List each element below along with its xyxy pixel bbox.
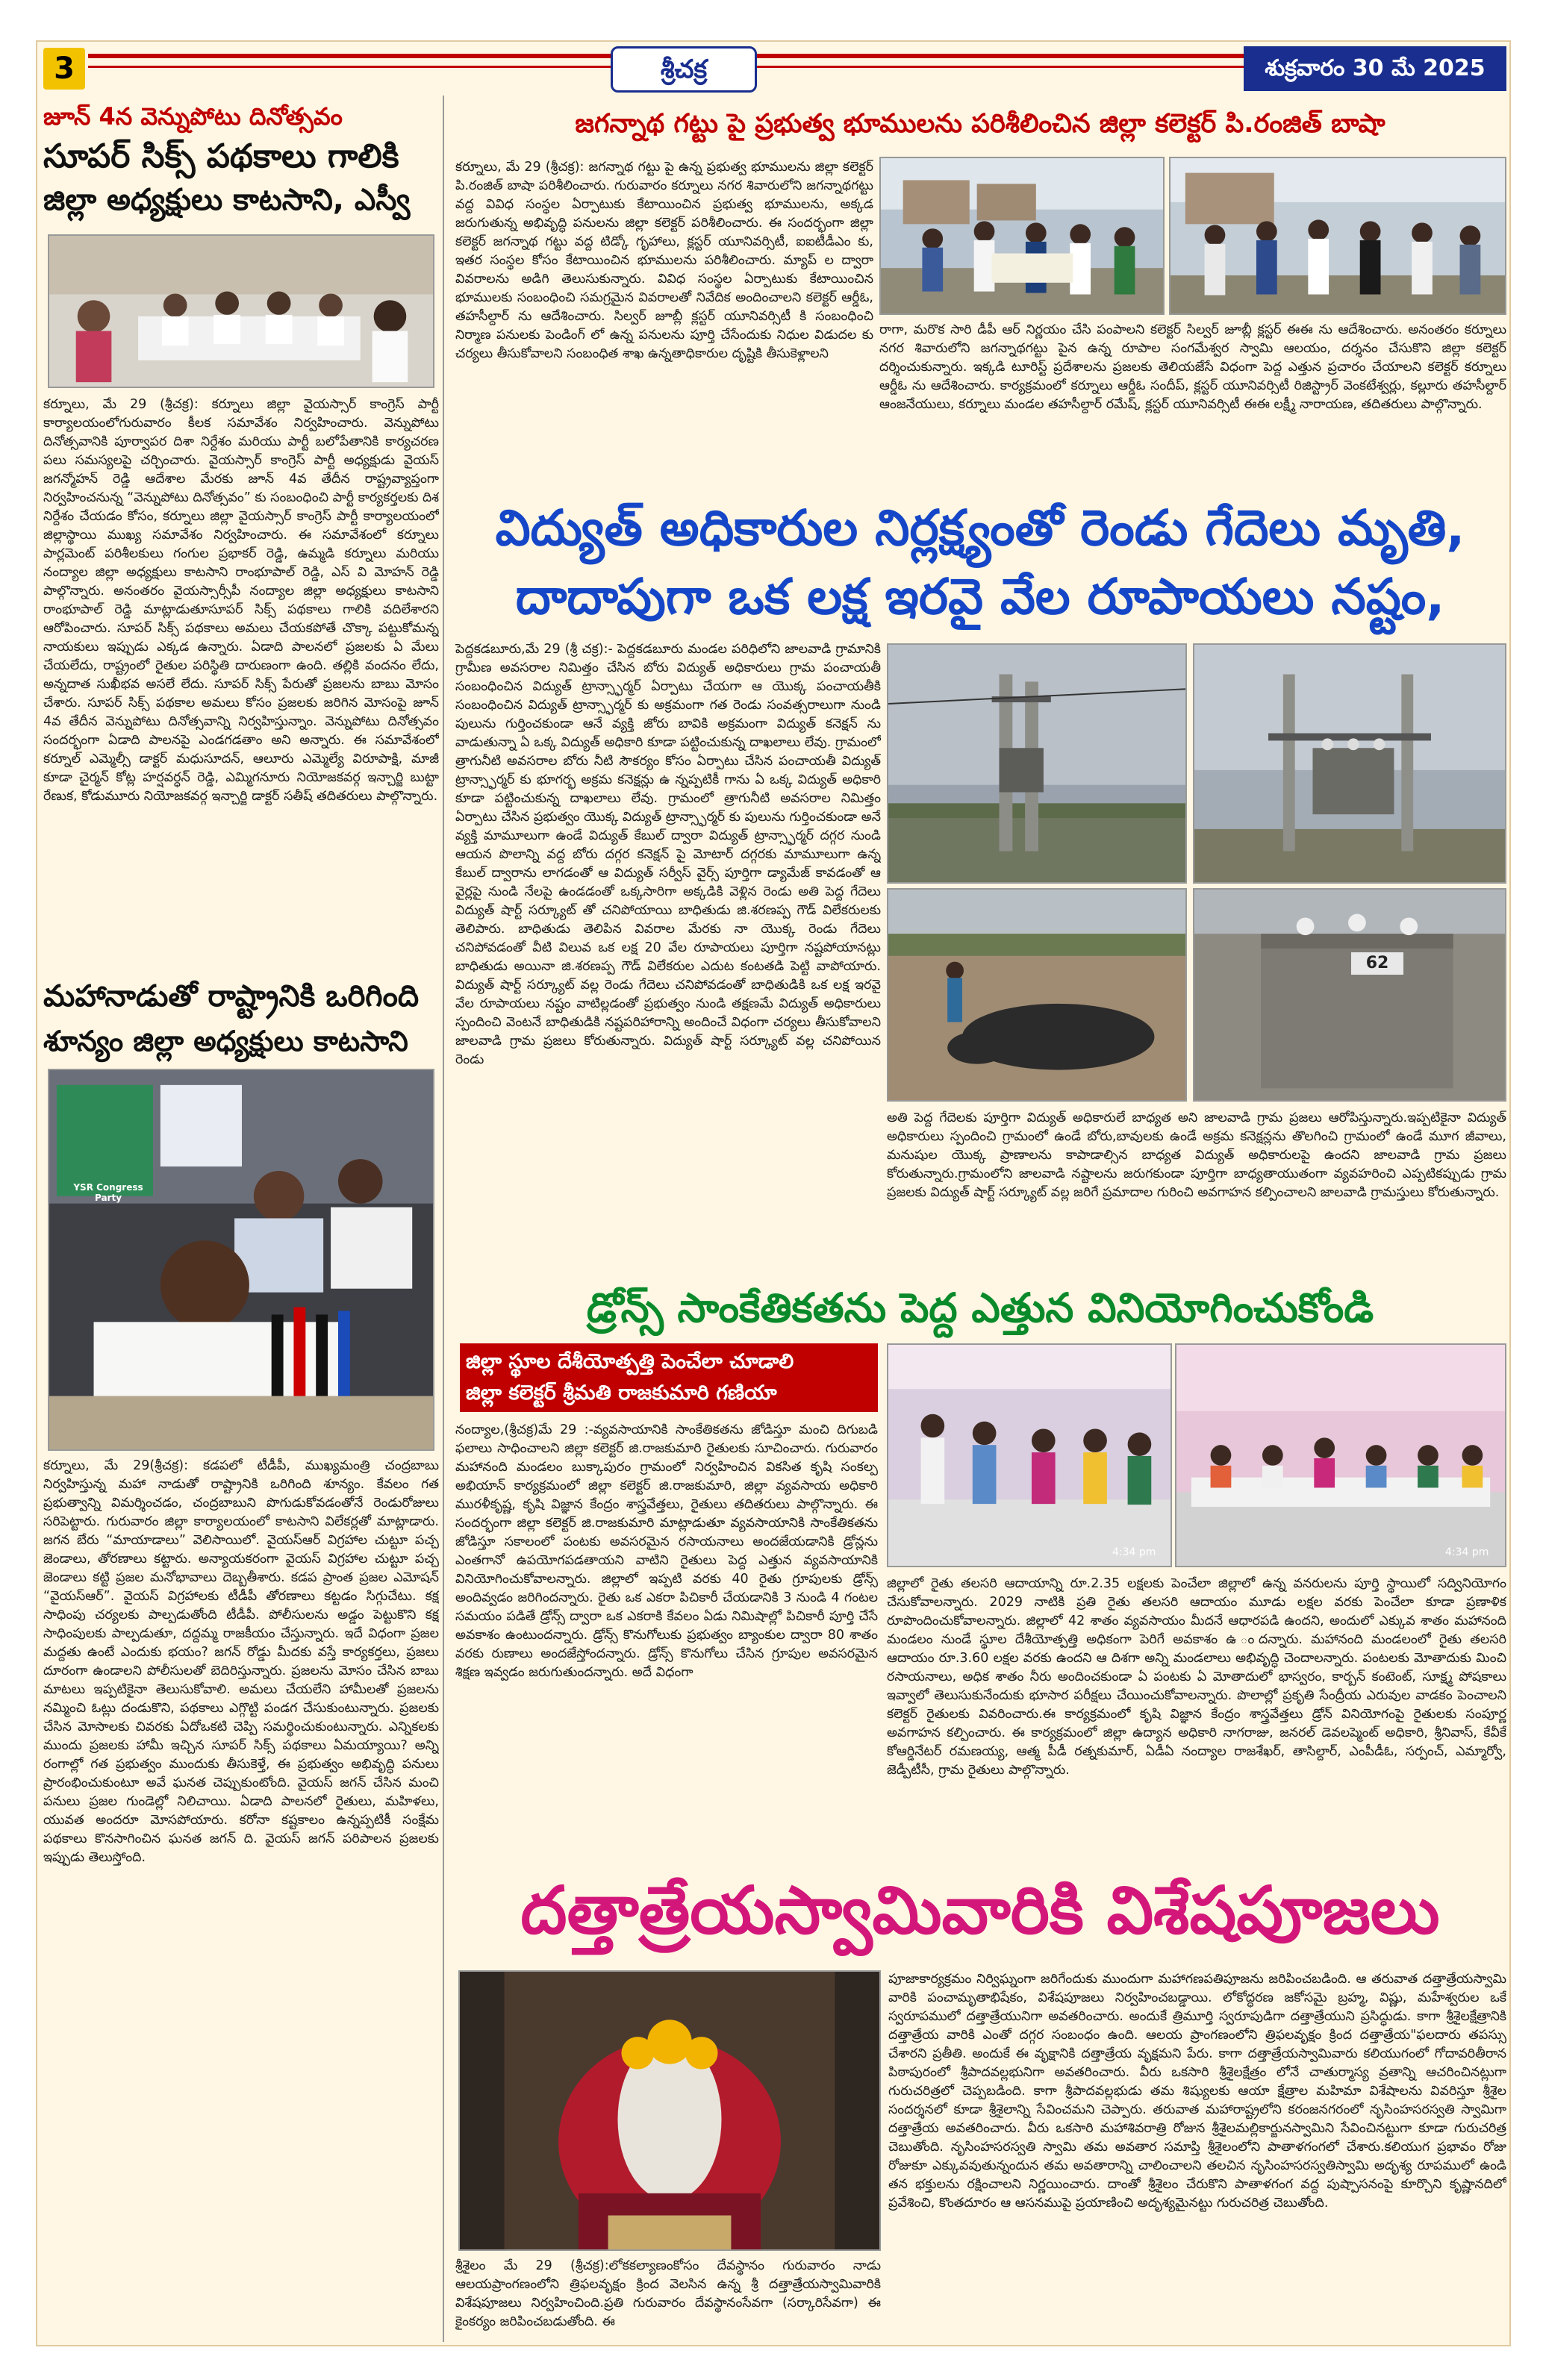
party-banner-label: YSR Congress Party (73, 1182, 143, 1203)
story3-body-left: కర్నూలు, మే 29 (శ్రీచక్ర): జగన్నాథ గట్టు పై ఉన్న ప్రభుత్వ భూములను జిల్లా కలెక్టర్ పి.రంజిత్ బాషా పరిశీలించారు. గురువారం కర్నూలు నగర శివారులోని జగన్నాథగట్టు వద్ద వివిధ సంస్థల ఏర్పాటుకు కేటాయించిన ప్రభుత్వ భూములను, అక్కడ జరుగుతున్న అభివృద్ధి పనులను జిల్లా కలెక్టర్ పరిశీలించారు. ఈ సందర్భంగా జిల్లా కలెక్టర్ జగన్నాథ గట్టు వద్ద టిడ్కో గృహాలు, క్లస్టర్ యూనివర్సిటీ, ఐఐటీడీఎం కు, ఇతర సంస్థల కోసం కేటాయించిన భూములను పరిశీలించారు. మ్యాప్ ల ద్వారా వివరాలను అడిగి తెలుసుకున్నారు. వివిధ సంస్థల ఏర్పాటుకు కేటాయించిన భూములకు సంబంధించి సమగ్రమైన వివరాలతో నివేదిక అందించాలని కలెక్టర్ ఆర్డీఓ, తహసీల్దార్ ను ఆదేశించారు. సిల్వర్ జూబ్లీ క్లస్టర్ యూనివర్సిటీ కి సంబంధించి నిర్మాణ పనులకు పెండింగ్ లో ఉన్న పనులను పూర్తి చేసేందుకు నిధుల విడుదల కు చర్యలు తీసుకోవాలని సంబంధిత శాఖ ఉన్నతాధికారుల దృష్టికి తీసుకెళ్లాలని (455, 160, 873, 361)
story4-photo-transformer-closeup (1193, 888, 1506, 1102)
story4-body-left: పెద్దకడబూరు,మే 29 (శ్రీ చక్ర):- పెద్దకడబూరు మండల పరిధిలోని జాలవాడి గ్రామానికి గ్రామీణ అవసరాల నిమిత్తం చేసిన బోరు విద్యుత్ అధికారులు గ్రామ పంచాయతీ సంబంధించిన విద్యుత్ ట్రాన్స్ఫార్మర్ ఏర్పాటు చేయగా ఆ యొక్క పంచాయతీకి సంబంధించిన విద్యుత్ ట్రాన్స్ఫార్మర్ కు అక్రమంగా గత రెండు సంవత్సరాలుగా నుండి పులును గుర్తించకుండా ఆనే వ్యక్తి జోరు బావికి అక్రమంగా విద్యుత్ కనెక్షన్ ను వాడుతున్నా ఏ ఒక్క విద్యుత్ అధికారి కూడా పట్టించుకున్న దాఖలాలు లేవు. గ్రామంలో త్రాగునీటి అవసరాల బోరు నీటి సౌకర్యం కోసం ఏర్పాటు చేసిన పంచాయతీ విద్యుత్ ట్రాన్స్ఫార్మర్ కు భూగర్భ అక్రమ కనెక్షన్లు ఉ న్నప్పటికీ గాను ఏ ఒక్క విద్యుత్ అధికారి కూడా పట్టించుకున్న దాఖలాలు లేవు. గ్రామంలో త్రాగునీటి అవసరాల నిమిత్తం ఏర్పాటు చేసిన ప్రభుత్వం యొక్క విద్యుత్ ట్రాన్స్ఫార్మర్ కు పులును గుర్తించకుండా అనే వ్యక్తి మామూలుగా ఉండే విద్యుత్ కేబుల్ ద్వారా విద్యుత్ ట్రాన్స్ఫార్మర్ దగ్గర నుండి ఆయన పొలాన్ని వద్ద బోరు దగ్గర కనెక్షన్ పై మోటార్ దగ్గరకు మామూలుగా ఉన్న కేబుల్ ద్వారాను లాగడంతో ఆ విద్యుత్ సర్వీస్ వైర్స్ పూర్తిగా డ్యామేజ్ కావడంతో ఆ వైర్లపై నుండి నేలపై ఉండడంతో ఒక్కసారిగా అక్కడికి వెళ్లిన రెండు అతి పెద్ద గేదెలు విద్యుత్ షార్ట్ సర్క్యూట్ తో చనిపోయాయి బాధితుడు జి.శరణప్ప గౌడ్ విలేకరులకు తెలిపారు. బాధితుడు తెలిపిన వివరాల మేరకు నా యొక్క రెండు గేదెలు చనిపోవడంతో వీటి విలువ ఒక లక్ష 20 వేల రూపాయలు పూర్తిగా నష్టపోయానట్లు బాధితుడు అయినా జి.శరణప్ప గౌడ్ విలేకరుల ఎదుట కంటతడి పెట్టి వాపోయారు. విద్యుత్ షార్ట్ సర్క్యూట్ వల్ల రెండు గేదెలు చనిపోవడంతో బాధితుడికి ఒక లక్ష ఇరవై వేల రూపాయలు నష్టం వాటిల్లడంతో ప్రభుత్వం నుండి తక్షణమే విద్యుత్ అధికారులు స్పందించి వెంటనే బాధితుడికి నష్టపరిహారాన్ని అందించే విధంగా చర్యలు తీసుకోవాలని జాలవాడి గ్రామ ప్రజలు కోరుతున్నారు. విద్యుత్ షార్ట్ సర్క్యూట్ వల్ల చనిపోయిన రెండు (455, 642, 881, 1067)
story2-headline: మహానాడుతో రాష్ట్రానికి ఒరిగింది (43, 979, 420, 1013)
story5-photo-award (887, 1343, 1172, 1567)
newspaper-logo: శ్రీచక్ర (611, 46, 757, 93)
story3-photo-site-visit-1 (879, 157, 1165, 315)
story6-caption: శ్రీశైలం మే 29 (శ్రీచక్ర):లోకకల్యాణంకోసం దేవస్థానం గురువారం నాడు ఆలయప్రాంగణంలోని త్రిఫలవృక్షం క్రింద వెలసిన ఉన్న శ్రీ దత్తాత్రేయస్వామివారికి విశేషపూజలు నిర్వహించింది.ప్రతి గురువారం దేవస్థానంసేవగా (సర్కారిసేవగా) ఈ కైంకర్యం జరిపించబడుతోంది. ఈ (455, 2258, 881, 2329)
story3-photo-site-visit-2 (1169, 157, 1506, 315)
page-number: 3 (43, 48, 85, 90)
story6-deity-photo (458, 1970, 881, 2251)
story6-headline: దత్తాత్రేయస్వామివారికి విశేషపూజలు (520, 1872, 1440, 1949)
story1-kicker: జూన్ 4న వెన్నుపోటు దినోత్సవం (43, 102, 343, 131)
issue-date: శుక్రవారం 30 మే 2025 (1244, 46, 1506, 91)
story4-photo-dead-buffalo (887, 888, 1187, 1102)
story3-headline: జగన్నాథ గట్టు పై ప్రభుత్వ భూములను పరిశీలించిన జిల్లా కలెక్టర్ పి.రంజిత్ బాషా (575, 109, 1385, 139)
story2-press-meet-photo (48, 1069, 434, 1451)
story1-meeting-photo (48, 234, 434, 388)
photo-timestamp-1: 4:34 pm (1112, 1546, 1156, 1558)
story5-banner-line2: జిల్లా కలెక్టర్ శ్రీమతి రాజకుమారి గణియా (466, 1381, 777, 1405)
story4-subheadline: దాదాపుగా ఒక లక్ష ఇరవై వేల రూపాయలు నష్టం, (515, 568, 1445, 625)
story4-body-right: అతి పెద్ద గేదెలకు పూర్తిగా విద్యుత్ అధికారులే బాధ్యత అని జాలవాడి గ్రామ ప్రజలు ఆరోపిస్తున్నారు.ఇప్పటికైనా విద్యుత్ అధికారులు స్పందించి గ్రామంలో ఉండే బోరు,బావులకు ఉండే అక్రమ కనెక్షన్లను తొలగించి గ్రామంలో ఉండే మూగ జీవాలు, మనుషుల యొక్క ప్రాణాలను కాపాడాల్సిన బాధ్యత విద్యుత్ అధికారులపై ఉందని జాలవాడి గ్రామ ప్రజలు కోరుతున్నారు.గ్రామంలోని జాలవాడి నష్టాలను జరుగకుండా పూర్తిగా బాధ్యతాయుతంగా వ్యవహరించి ఎప్పటికప్పుడు గ్రామ ప్రజలకు విద్యుత్ షార్ట్ సర్క్యూట్ వల్ల జరిగే ప్రమాదాల గురించి అవగాహన కల్పించాలని జాలవాడి గ్రామస్తులు కోరుతున్నారు. (887, 1111, 1506, 1200)
story1-headline: సూపర్ సిక్స్ పథకాలు గాలికి (43, 137, 399, 175)
story4-photo-pole (887, 643, 1187, 884)
story4-headline: విద్యుత్ అధికారుల నిర్లక్ష్యంతో రెండు గేదెలు మృతి, (495, 499, 1465, 557)
story2-body: కర్నూలు, మే 29(శ్రీచక్ర): కడపలో టీడీపీ, ముఖ్యమంత్రి చంద్రబాబు నిర్వహిస్తున్న మహా నాడుతో రాష్ట్రానికి ఒరిగింది శూన్యం. కేవలం గత ప్రభుత్వాన్ని విమర్శించడం, చంద్రబాబుని పొగుడుకోవడంతోనే రెండురోజులు సరిపెట్టారు. గురువారం జిల్లా కార్యాలయంలో కాటసాని విలేకర్లతో మాట్లాడారు. జగన బేరు “మాయాడాలు” వెలిసాయిలో. వైయస్ఆర్ విగ్రహాల చుట్టూ పచ్చ జెండాలు, తోరణాలు కట్టారు. అన్యాయకరంగా వైయస్ విగ్రహాల చుట్టూ పచ్చ జెండాలు కట్టి ప్రజల మనోభావాలు దెబ్బతీశారు. కడప ప్రాంత ప్రజల ఎమోషన్ “వైయస్ఆర్”. వైయస్ విగ్రహాలకు టీడీపీ తోరణాలు కట్టడం సిగ్గుచేటు. కక్ష సాధింపు చర్యలకు పాల్పడుతోంది టీడీపీ. పోలీసులను అడ్డం పెట్టుకొని కక్ష సాధింపులకు పాల్పడుతూ, దద్దమ్మ రాజకీయం చేస్తున్నారు. ఇదే విధంగా ప్రజల మద్దతు ఉంటే ఎందుకు భయం? జగన్ రోడ్డు మీదకు వస్తే కార్యకర్తలు, ప్రజలు దూరంగా ఉండాలని పోలీసులతో బెదిరిస్తున్నారు. ప్రజలను మోసం చేసిన బాబు మాటలు ఇప్పటికైనా తెలుసుకోవాలి. అమలు చేయలేని హామీలతో ప్రజలను నమ్మించి ఓట్లు దండుకొని, పథకాలు ఎగ్గొట్టి పండగ చేసుకుంటున్నారు. ప్రజలకు చేసిన మోసాలకు చివరకు ఏదోఒకటి చెప్పి సమర్థించుకుంటున్నారు. ఎన్నికలకు ముందు ప్రజలకు హామీ ఇచ్చిన సూపర్ సిక్స్ పథకాలు ఏమయ్యాయి? అన్ని రంగాల్లో గత ప్రభుత్వం ముందుకు తీసుకెళ్తే, ఈ ప్రభుత్వం అభివృద్ధి పనులు ప్రారంభించుకుంటూ అవే ఘనత చెప్పుకుంటోంది. వైయస్ జగన్ చేసిన మంచి పనులు ప్రజల గుండెల్లో నిలిచాయి. ఏడాది పాలనలో రైతులు, మహిళలు, యువత అందరూ మోసపోయారు. కరోనా కష్టకాలం ఉన్నప్పటికీ సంక్షేమ పథకాలు కొనసాగించిన ఘనత జగన్ ది. వైయస్ జగన్ పరిపాలన ప్రజలకు ఇప్పుడు తెలుస్తోంది. (43, 1458, 439, 1865)
story1-body: కర్నూలు, మే 29 (శ్రీచక్ర): కర్నూలు జిల్లా వైయస్సార్ కాంగ్రెస్ పార్టీ కార్యాలయంలోగురువారం కీలక సమావేశం నిర్వహించారు. వెన్నుపోటు దినోత్సవానికి పూర్వాపర దిశా నిర్దేశం మరియు పార్టీ బలోపేతానికి కార్యచరణ పలు సమస్యలపై చర్చించారు. వైయస్సార్ కాంగ్రెస్ పార్టీ అధ్యక్షుడు వైయస్ జగన్మోహన్ రెడ్డి ఆదేశాల మేరకు జూన్ 4వ తేదీన రాష్ట్రవ్యాప్తంగా నిర్వహించనున్న “వెన్నుపోటు దినోత్సవం” కు సంబంధించి పార్టీ కార్యకర్తలకు దిశ నిర్దేశం చేయడం కోసం, కర్నూలు జిల్లా వైయస్సార్ కాంగ్రెస్ పార్టీ కార్యాలయంలో జిల్లాస్థాయి ముఖ్య సమావేశం నిర్వహించారు. ఈ సమావేశంలో కర్నూలు పార్లమెంట్ పరిశీలకులు గంగుల ప్రభాకర్ రెడ్డి, ఉమ్మడి కర్నూలు మరియు నంద్యాల జిల్లా అధ్యక్షులు కాటసాని రాంభూపాల్ రెడ్డి, ఎస్ వి మోహన్ రెడ్డి పాల్గొన్నారు. అనంతరం వైయస్సార్సీపీ నంద్యాల జిల్లా అధ్యక్షులు కాటసాని రాంభూపాల్ రెడ్డి మాట్లాడుతూసూపర్ సిక్స్ పథకాలు గాలికి వదిలేశారని ఆరోపించారు. సూపర్ సిక్స్ పథకాలు అమలు చేయకపోతే చొక్కా పట్టుకోమన్న నాయకులు ఇప్పుడు ఎక్కడ ఉన్నారు. ఏడాది పాలనలో ప్రజలకు ఏ మేలు చేయలేదు, రాష్ట్రంలో రైతుల పరిస్థితి దారుణంగా ఉంది. తల్లికి వందనం లేదు, అన్నదాత సుఖీభవ అసలే లేదు. సూపర్ సిక్స్ పేరుతో ప్రజలను బాబు మోసం చేశారు. సూపర్ సిక్స్ పథకాల అమలు కోసం ప్రజలకు జరిగిన మోసంపై జూన్ 4వ తేదీన వెన్నుపోటు దినోత్సవాన్ని నిర్వహిస్తున్నాం. వెన్నుపోటు దినోత్సవం సందర్భంగా ఏడాది పాలనపై ఎండగడతాం అని అన్నారు. ఈ సమావేశంలో కర్నూల్ ఎమ్మెల్సీ డాక్టర్ మధుసూదన్, ఆలూరు ఎమ్మెల్యే విరూపాక్షి, మాజీ కూడా చైర్మన్ కోట్ల హర్షవర్ధన్ రెడ్డి, ఎమ్మిగనూరు నియోజకవర్గ ఇన్చార్జి బుట్టా రేణుక, కోడుమూరు నియోజకవర్గ ఇన్చార్జి డాక్టర్ సతీష్ తదితరులు పాల్గొన్నారు. (43, 397, 439, 804)
story2-subheadline: శూన్యం జిల్లా అధ్యక్షులు కాటసాని (43, 1025, 408, 1058)
story1-subheadline: జిల్లా అధ్యక్షులు కాటసాని, ఎస్వీ (43, 183, 411, 217)
story5-banner-line1: జిల్లా స్థూల దేశీయోత్పత్తి పెంచేలా చూడాలి (466, 1350, 794, 1373)
photo-timestamp-2: 4:34 pm (1445, 1546, 1489, 1558)
story5-photo-meeting (1175, 1343, 1506, 1567)
column-divider (443, 96, 444, 2342)
story3-body-right: రాగా, మరొక సారి డీపీ ఆర్ నిర్ణయం చేసి పంపాలని కలెక్టర్ సిల్వర్ జూబ్లీ క్లస్టర్ ఈఈ ను ఆదేశించారు. అనంతరం కర్నూలు నగర శివారులోని జగన్నాథగట్టు పైన ఉన్న రూపాల సంగమేశ్వర స్వామి ఆలయం, దర్శనం చేసుకొని జిల్లా కలెక్టర్ దర్శించుకున్నారు. ఇక్కడి టూరిస్ట్ ప్రదేశాలను ప్రజలకు తెలియజేసే విధంగా పెద్ద ఎత్తున ప్రచారం చేయాలని కలెక్టర్ కర్నూలు ఆర్డీఓ ను ఆదేశించారు. కార్యక్రమంలో కర్నూలు ఆర్డీఓ సందీప్, క్లస్టర్ యూనివర్సిటీ రిజిస్ట్రార్ వెంకటేశ్వర్లు, కల్లూరు తహసీల్దార్ ఆంజనేయులు, కర్నూలు మండల తహసీల్దార్ రమేష్, క్లస్టర్ యూనివర్సిటీ ఈఈ లక్ష్మీ నారాయణ, తదితరులు పాల్గొన్నారు. (879, 322, 1506, 412)
story4-photo-transformer (1193, 643, 1506, 884)
story5-body-right: జిల్లాలో రైతు తలసరి ఆదాయాన్ని రూ.2.35 లక్షలకు పెంచేలా జిల్లాలో ఉన్న వనరులను పూర్తి స్థాయిలో సద్వినియోగం చేసుకోవాలన్నారు. 2029 నాటికి ప్రతి రైతు తలసరి ఆదాయం మూడు లక్షల వరకు పెంచేలా కూడా ప్రణాళిక రూపొందించుకోవాలన్నారు. జిల్లాలో 42 శాతం వ్యవసాయం మీదనే ఆధారపడి ఉందని, అందులో ఎక్కువ శాతం మహానంది మండలం నుండే స్థూల దేశీయోత్పత్తి అధికంగా పెరిగే అవకాశం ఉ ందన్నారు. మహానంది మండలంలో రైతు తలసరి ఆదాయం రూ.3.60 లక్షల వరకు ఉందని ఆ దిశగా అన్ని మండలాలు అభివృద్ధి చెందాలన్నారు. పంటలకు మోతాదుకు మించి రసాయనాలు, అధిక శాతం నీరు అందించకుండా ఏ పంటకు ఏ మోతాదులో భాస్వరం, కార్బన్ కంటెంట్, సూక్ష్మ పోషకాలు ఇవ్వాలో తెలుసుకునేందుకు భూసార పరీక్షలు చేయించుకోవాలన్నారు. పొలాల్లో ప్రకృతి సేంద్రీయ ఎరువుల వాడకం పెంచాలని కలెక్టర్ రైతులకు వివరించారు.ఈ కార్యక్రమంలో కృషి విజ్ఞాన కేంద్రం శాస్త్రవేత్తలు డ్రోన్ వినియోగంపై రైతులకు సంపూర్ణ అవగాహన కల్పించారు. ఈ కార్యక్రమంలో జిల్లా ఉద్యాన అధికారి నాగరాజు, జనరల్ డెవలప్మెంట్ అధికారి, శ్రీనివాస్, కేవీకే కోఆర్డినేటర్ రమణయ్య, ఆత్మ పీడీ రత్నకుమార్, ఏడీఏ నంద్యాల రాజశేఖర్, తాసిల్దార్, ఎంపీడీఓ, సర్పంచ్, ఎమ్మార్వో, జెడ్పీటీసీ, గ్రామ రైతులు పాల్గొన్నారు. (887, 1576, 1506, 1778)
story5-body-left: నంద్యాల,(శ్రీచక్ర)మే 29 :-వ్యవసాయానికి సాంకేతికతను జోడిస్తూ మంచి దిగుబడి ఫలాలు సాధించాలని జిల్లా కలెక్టర్ జి.రాజకుమారి రైతులకు సూచించారు. గురువారం మహానంది మండలం బుక్కాపురం గ్రామంలో నిర్వహించిన వికసిత కృషి సంకల్ప అభియాన్ కార్యక్రమంలో జిల్లా కలెక్టర్ జి.రాజకుమారి, జిల్లా వ్యవసాయ అధికారి మురళీకృష్ణ, కృషి విజ్ఞాన కేంద్రం శాస్త్రవేత్తలు, రైతులు తదితరులు పాల్గొన్నారు. ఈ సందర్భంగా జిల్లా కలెక్టర్ జి.రాజకుమారి మాట్లాడుతూ వ్యవసాయానికి సాంకేతికతను జోడిస్తూ సకాలంలో పంటకు అవసరమైన రసాయనాలు అందజేయడానికి డ్రోన్లను ఎంతగానో ఉపయోగపడతాయని వాటిని రైతులు పెద్ద ఎత్తున వ్యవసాయానికి వినియోగించుకోవాలన్నారు. జిల్లాలో ఇప్పటి వరకు 40 రైతు గ్రూపులకు డ్రోన్స్ అందివ్వడం జరిగిందన్నారు. రైతు ఒక ఎకరా పిచికారీ చేయడానికి 3 నుండి 4 గంటల సమయం పడితే డ్రోన్స్ ద్వారా ఒక ఎకరాకి కేవలం ఏడు నిమిషాల్లో పిచికారీ పూర్తి చేసే అవకాశం ఉంటుందన్నారు. డ్రోన్స్ కొనుగోలుకు ప్రభుత్వం బ్యాంకుల ద్వారా 80 శాతం వరకు రుణాలు అందజేస్తోందన్నారు. డ్రోన్స్ కొనుగోలు చేసిన గ్రూపుల అవసరమైన శిక్షణ ఇవ్వడం జరుగుతుందన్నారు. అదే విధంగా (455, 1422, 878, 1680)
story6-body: పూజాకార్యక్రమం నిర్విఘ్నంగా జరిగేందుకు ముందుగా మహాగణపతిపూజను జరిపించబడింది. ఆ తరువాత దత్తాత్రేయస్వామి వారికి పంచామృతాభిషేకం, విశేషపూజలు నిర్వహించబడ్డాయి. లోకోద్ధరణ జకోసమై బ్రహ్మ, విష్ణు, మహేశ్వరుల ఒకే స్వరూపములో దత్తాత్రేయునిగా అవతరించారు. అందుకే త్రిమూర్తి స్వరూపుడిగా దత్తాత్రేయుని ప్రసిద్ధుడు. కాగా శ్రీశైలక్షేత్రానికి దత్తాత్రేయ వారికి ఎంతో దగ్గర సంబంధం ఉంది. ఆలయ ప్రాంగణంలోని త్రిఫలవృక్షం క్రింద దత్తాత్రేయ"ఫలదారు తపస్సు చేశారని ప్రతీతి. అందుకే ఈ వృక్షానికి దత్తాత్రేయ వృక్షమని పేరు. కాగా దత్తాత్రేయస్వామివారు కలియుగంలో గోదావరితీరాన పిఠాపురంలో శ్రీపాదవల్లభునిగా అవతరించారు. వీరు ఒకసారి శ్రీశైలక్షేత్రం లోనే చాతుర్మాస్య వ్రతాన్ని ఆచరించినట్లుగా గురుచరిత్రలో చెప్పబడింది. కాగా శ్రీపాదవల్లభుడు తమ శిష్యులకు ఆయా క్షేత్రాల మహిమా విశేషాలను వివరిస్తూ శ్రీశైల సందర్శనలో కూడా శ్రీశైలాన్ని సేవించమని చెప్పారు. తరువాత మహారాష్ట్రలోని కరంజనగరంలో నృసింహసరస్వతి స్వామిగా దత్తాత్రేయ అవతరించారు. వీరు ఒకసారి మహాశివరాత్రి రోజున శ్రీశైలమల్లికార్జునస్వామిని సేవించినట్టుగా కూడా గురుచరిత్ర చెబుతోంది. నృసింహసరస్వతి స్వామి తమ అవతార సమాప్తి శ్రీశైలంలోని పాతాళగంగలో చేశారు.కలియుగ ప్రభావం రోజు రోజుకూ ఎక్కువవుతున్నందున తమ అవతారాన్ని చాలించాలని తలచిన నృసింహసరస్వతిస్వామి అదృశ్య రూపములో ఉండి తన భక్తులను రక్షించాలని నిర్ణయించారు. దాంతో శ్రీశైలం చేరుకొని పాతాళగంగ వద్ద పుష్పాసనంపై కూర్చొని కృష్ణానదిలో ప్రవేశించి, కొంతదూరం ఆ ఆసనముపై ప్రయాణించి అదృశ్యమైనట్టు గురుచరిత్ర చెబుతోంది. (888, 1972, 1506, 2211)
transformer-number-plate: 62 (1351, 952, 1403, 975)
story5-headline: డ్రోన్స్ సాంకేతికతను పెద్ద ఎత్తున వినియోగించుకోండి (586, 1284, 1374, 1331)
